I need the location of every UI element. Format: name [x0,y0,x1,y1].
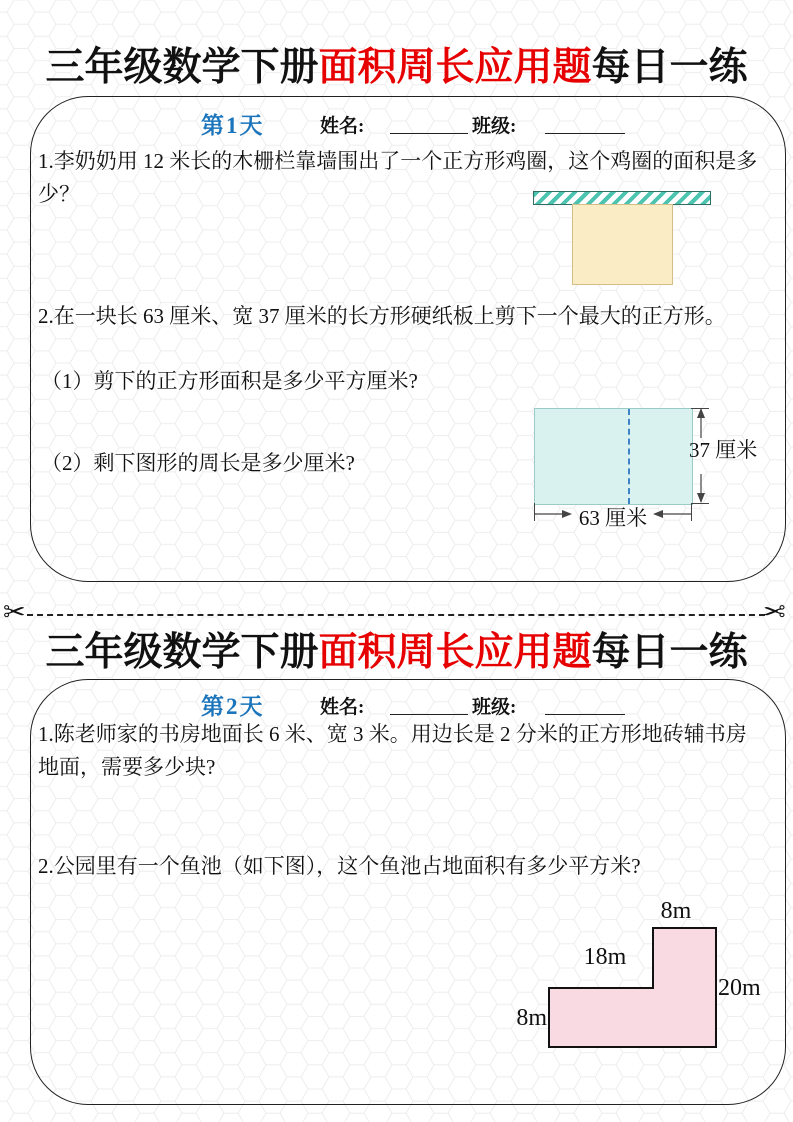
day1-problem2-text: 2.在一块长 63 厘米、宽 37 厘米的长方形硬纸板上剪下一个最大的正方形。 [38,304,726,328]
day1-problem2-q2: （2）剩下图形的周长是多少厘米? [41,451,355,475]
day1-class-label: 班级: [472,116,517,137]
day1-class-blank[interactable] [545,109,625,134]
day2-problem1-text: 1.陈老师家的书房地面长 6 米、宽 3 米。用边长是 2 分米的正方形地砖辅书房地面，需要多少块? [38,722,747,779]
cardboard-rectangle [534,408,693,505]
day2-label: 第2天 [201,694,265,719]
pond-label-right: 20m [718,975,761,1001]
day2-name-blank[interactable] [390,690,468,715]
wall-hatched-bar [533,191,711,205]
day1-label: 第1天 [201,113,265,138]
title-part-red: 面积周长应用题 [318,631,592,674]
pond-label-top: 8m [660,898,692,924]
height-dimension-label: 37 厘米 [689,438,758,462]
day2-panel [30,679,786,1105]
pond-label-left: 8m [516,1005,547,1031]
day2-problem2-text: 2.公园里有一个鱼池（如下图），这个鱼池占地面积有多少平方米? [38,854,641,878]
dim-tick-bottom [691,503,709,504]
day1-problem1-text: 1.李奶奶用 12 米长的木栅栏靠墙围出了一个正方形鸡圈，这个鸡圈的面积是多少？ [38,149,758,206]
cut-line [27,614,765,616]
day1-panel [30,96,786,582]
pond-label-upper-left: 18m [583,944,627,970]
title-part-black1: 三年级数学下册 [45,46,319,89]
worksheet-title-day1 [0,45,793,91]
day2-class-blank[interactable] [545,690,625,715]
title-part-black2: 每日一练 [591,46,748,89]
width-dimension-label: 63 厘米 [578,506,648,530]
dim-tick-right [691,503,692,521]
title-part-black1: 三年级数学下册 [45,631,319,674]
day1-name-blank[interactable] [390,109,468,134]
day1-problem2-q1: （1）剪下的正方形面积是多少平方厘米? [41,369,418,393]
day2-name-label: 姓名: [320,697,365,718]
day2-class-label: 班级: [472,697,517,718]
title-part-black2: 每日一练 [591,631,748,674]
scissors-icon-right: ✂ [763,597,786,628]
cut-dashed-line [628,409,630,504]
title-part-red: 面积周长应用题 [318,46,592,89]
day1-name-label: 姓名: [320,116,365,137]
worksheet-title-day2 [0,630,793,676]
chicken-coop-square [572,204,673,285]
scissors-icon-left: ✂ [3,597,26,628]
